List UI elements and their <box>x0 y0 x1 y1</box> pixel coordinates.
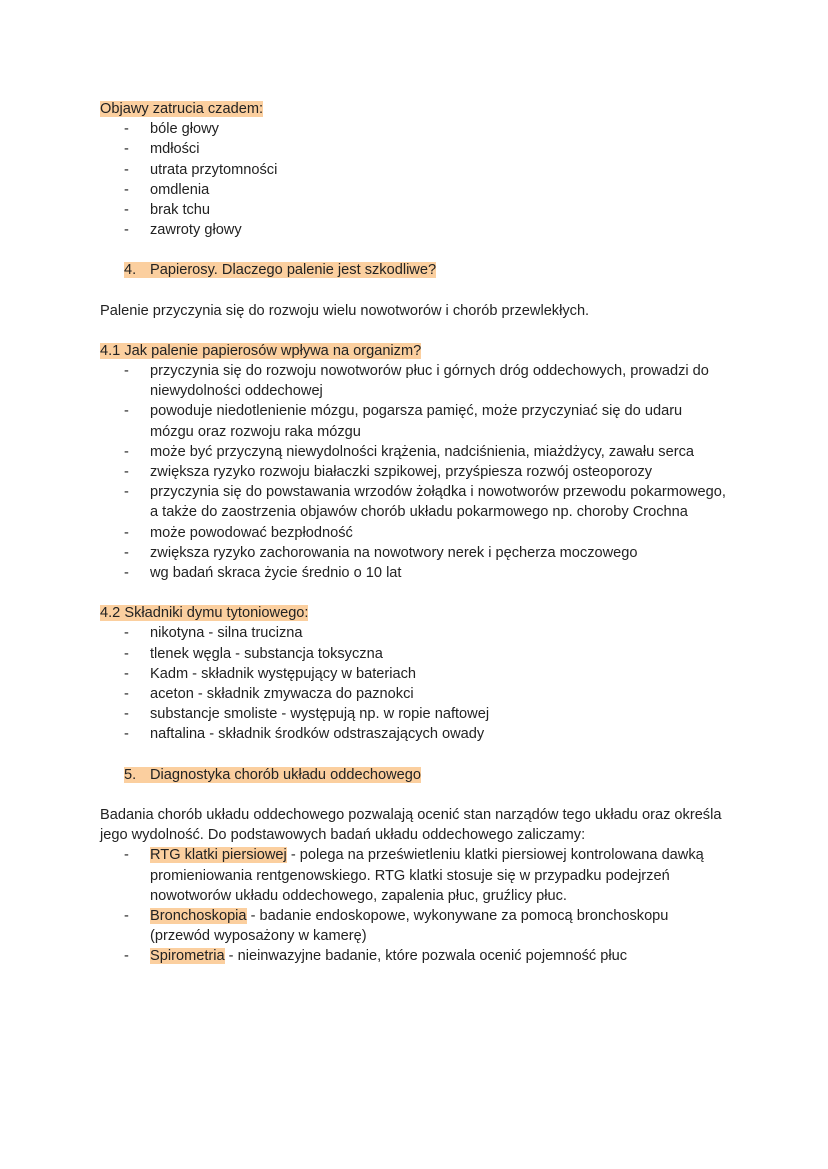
list-item: - substancje smoliste - występują np. w ropie naftowej <box>124 706 490 723</box>
diagnostics-list <box>100 845 730 966</box>
document-content <box>100 99 730 967</box>
list-item: - naftalina - składnik środków odstraszających owady <box>124 726 485 743</box>
list-item: - może powodować bezpłodność <box>124 524 353 541</box>
section5-heading: 5. Diagnostyka chorób układu oddechowego <box>124 766 421 783</box>
term-highlight: RTG klatki piersiowej <box>150 847 287 864</box>
section4-intro: Palenie przyczynia się do rozwoju wielu nowotworów i chorób przewlekłych. <box>100 302 590 319</box>
list-item: - wg badań skraca życie średnio o 10 lat <box>124 565 402 582</box>
effects-list <box>100 361 730 583</box>
section4-1-heading: 4.1 Jak palenie papierosów wpływa na organizm? <box>100 342 422 359</box>
list-item: - utrata przytomności <box>124 161 278 178</box>
list-item: - Spirometria - nieinwazyjne badanie, które pozwala ocenić pojemność płuc <box>124 948 627 965</box>
list-item: - aceton - składnik zmywacza do paznokci <box>124 686 414 703</box>
list-item: - tlenek węgla - substancja toksyczna <box>124 645 383 662</box>
list-item: - powoduje niedotlenienie mózgu, pogarsza pamięć, może przyczyniać się do udaru mózgu oraz rozwoju raka mózgu <box>124 403 683 440</box>
list-item: - przyczynia się do powstawania wrzodów żołądka i nowotworów przewodu pokarmowego, a także do zaostrzenia objawów chorób układu pokarmowego np. choroby Crochna <box>124 484 726 521</box>
list-item: - nikotyna - silna trucizna <box>124 625 303 642</box>
term-highlight: Spirometria <box>150 948 225 965</box>
smoke-components-list <box>100 623 730 744</box>
section4-2-heading: 4.2 Składniki dymu tytoniowego: <box>100 605 309 622</box>
section4-heading: 4. Papierosy. Dlaczego palenie jest szkodliwe? <box>124 262 437 279</box>
symptoms-list <box>100 119 730 240</box>
term-highlight: Bronchoskopia <box>150 907 247 924</box>
list-item: - brak tchu <box>124 202 211 219</box>
list-item: - zwiększa ryzyko rozwoju białaczki szpikowej, przyśpiesza rozwój osteoporozy <box>124 464 653 481</box>
list-item: - mdłości <box>124 141 200 158</box>
list-item: - bóle głowy <box>124 121 219 138</box>
list-item: - omdlenia <box>124 181 210 198</box>
section5-intro: Badania chorób układu oddechowego pozwalają ocenić stan narządów tego układu oraz określa jego wydolność. Do podstawowych badań układu oddechowego zaliczamy: <box>100 806 722 844</box>
list-item: - zwiększa ryzyko zachorowania na nowotwory nerek i pęcherza moczowego <box>124 544 638 561</box>
list-item: - zawroty głowy <box>124 222 242 239</box>
list-item: - Kadm - składnik występujący w bateriach <box>124 665 417 682</box>
list-item: - Bronchoskopia - badanie endoskopowe, wykonywane za pomocą bronchoskopu (przewód wyposażony w kamerę) <box>124 907 669 945</box>
list-item: - przyczynia się do rozwoju nowotworów płuc i górnych dróg oddechowych, prowadzi do niewydolności oddechowej <box>124 363 709 400</box>
symptoms-heading: Objawy zatrucia czadem: <box>100 101 264 117</box>
list-item: - RTG klatki piersiowej - polega na prześwietleniu klatki piersiowej kontrolowana dawką promieniowania rentgenowskiego. RTG klatki stosuje się w przypadku podejrzeń nowotworów układu oddechowego, zapalenia płuc, gruźlicy płuc. <box>124 847 704 904</box>
list-item: - może być przyczyną niewydolności krążenia, nadciśnienia, miażdżycy, zawału serca <box>124 443 694 460</box>
